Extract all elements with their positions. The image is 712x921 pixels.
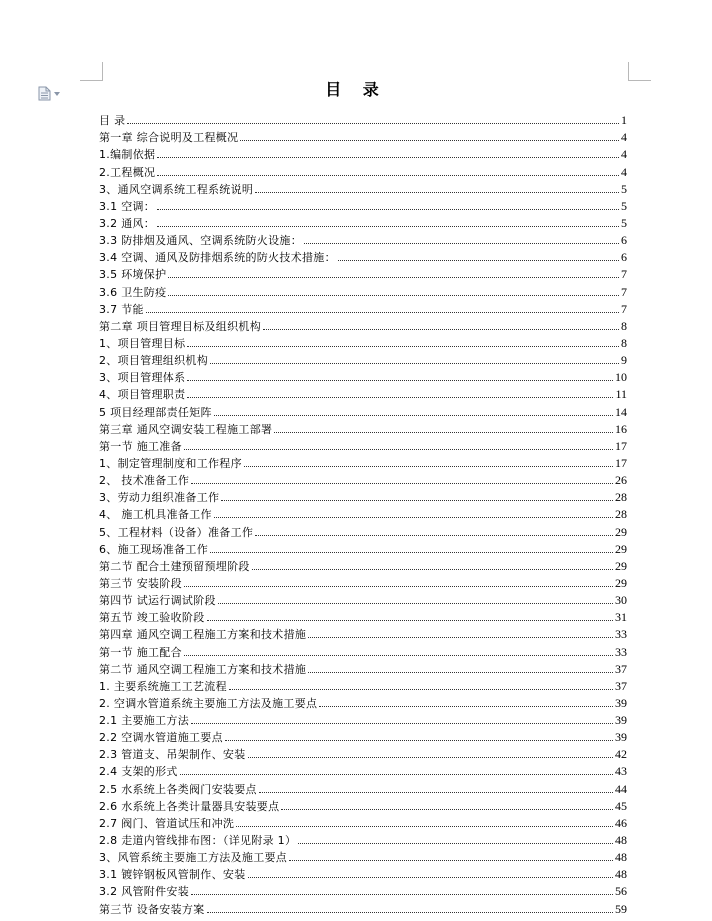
toc-entry[interactable] [99, 847, 627, 864]
toc-dot-leader [187, 397, 613, 398]
toc-entry-label: 3、通风空调系统工程系统说明 [99, 182, 254, 196]
toc-dot-leader [221, 500, 613, 501]
toc-entry-page-number: 59 [615, 901, 627, 916]
toc-entry[interactable] [99, 556, 627, 573]
toc-entry-page-number: 8 [621, 318, 627, 333]
toc-entry-label: 4、项目管理职责 [99, 388, 186, 402]
toc-dot-leader [191, 894, 613, 895]
toc-entry-page-number: 29 [615, 558, 627, 573]
toc-dot-leader [207, 620, 614, 621]
toc-entry-page-number: 6 [621, 250, 627, 265]
toc-entry[interactable] [99, 470, 627, 487]
toc-entry-label: 第三节 安装阶段 [99, 576, 182, 590]
toc-entry-label: 2、 技术准备工作 [99, 474, 190, 488]
toc-entry-label: 2.3 管道支、吊架制作、安装 [99, 748, 246, 762]
toc-entry-page-number: 39 [615, 695, 627, 710]
toc-dot-leader [157, 157, 619, 158]
toc-entry-label: 2.2 空调水管道施工要点 [99, 731, 223, 745]
toc-entry-label: 3、风管系统主要施工方法及施工要点 [99, 851, 288, 865]
toc-entry-label: 目 录 [99, 114, 126, 128]
toc-dot-leader [191, 483, 613, 484]
toc-entry[interactable] [99, 247, 627, 264]
toc-entry-label: 3.7 节能 [99, 302, 144, 316]
toc-entry-page-number: 39 [615, 713, 627, 728]
toc-dot-leader [240, 140, 619, 141]
toc-entry[interactable] [99, 401, 627, 418]
toc-entry-page-number: 48 [615, 833, 627, 848]
toc-dot-leader [207, 912, 614, 913]
toc-entry-label: 第四节 试运行调试阶段 [99, 594, 216, 608]
toc-dot-leader [218, 603, 613, 604]
toc-entry[interactable] [99, 607, 627, 624]
table-of-contents [99, 110, 627, 916]
toc-entry[interactable] [99, 436, 627, 453]
toc-dot-leader [259, 792, 613, 793]
toc-entry-label: 1. 主要系统施工工艺流程 [99, 679, 227, 693]
toc-entry[interactable] [99, 487, 627, 504]
toc-entry-label: 第二节 通风空调工程施工方案和技术措施 [99, 662, 307, 676]
toc-entry[interactable] [99, 230, 627, 247]
toc-entry-label: 6、施工现场准备工作 [99, 542, 208, 556]
toc-entry-page-number: 30 [615, 593, 627, 608]
toc-entry[interactable] [99, 127, 627, 144]
toc-entry-label: 1、项目管理目标 [99, 336, 186, 350]
toc-entry[interactable] [99, 761, 627, 778]
toc-entry[interactable] [99, 367, 627, 384]
toc-entry-page-number: 46 [615, 815, 627, 830]
toc-entry-page-number: 44 [615, 781, 627, 796]
toc-entry-label: 3.6 卫生防疫 [99, 285, 167, 299]
toc-entry-label: 4、 施工机具准备工作 [99, 508, 212, 522]
toc-entry-label: 第四章 通风空调工程施工方案和技术措施 [99, 628, 307, 642]
toc-entry-page-number: 39 [615, 730, 627, 745]
toc-entry[interactable] [99, 881, 627, 898]
toc-entry-page-number: 5 [621, 198, 627, 213]
toc-dot-leader [308, 637, 613, 638]
toc-entry-page-number: 7 [621, 267, 627, 282]
toc-dot-leader [184, 586, 613, 587]
toc-dot-leader [244, 466, 613, 467]
toc-entry[interactable] [99, 504, 627, 521]
toc-entry-page-number: 48 [615, 867, 627, 882]
toc-entry-page-number: 5 [621, 181, 627, 196]
toc-entry[interactable] [99, 281, 627, 298]
toc-entry[interactable] [99, 676, 627, 693]
toc-entry-page-number: 10 [615, 370, 627, 385]
toc-entry-label: 3.1 镀锌钢板风管制作、安装 [99, 868, 246, 882]
toc-entry-page-number: 48 [615, 850, 627, 865]
toc-entry[interactable] [99, 727, 627, 744]
toc-dot-leader [210, 552, 613, 553]
toc-entry[interactable] [99, 333, 627, 350]
toc-entry-label: 第五节 竣工验收阶段 [99, 611, 205, 625]
toc-dot-leader [225, 740, 613, 741]
toc-entry-label: 2.8 走道内管线排布图：（详见附录 1） [99, 834, 297, 848]
toc-title: 目 录 [325, 80, 387, 99]
toc-entry-page-number: 26 [615, 473, 627, 488]
toc-entry-page-number: 1 [621, 113, 627, 128]
toc-entry-page-number: 7 [621, 301, 627, 316]
toc-dot-leader [187, 346, 619, 347]
toc-entry[interactable] [99, 590, 627, 607]
toc-entry[interactable] [99, 196, 627, 213]
toc-dot-leader [168, 295, 619, 296]
toc-entry[interactable] [99, 144, 627, 161]
toc-entry-page-number: 7 [621, 284, 627, 299]
toc-entry[interactable] [99, 521, 627, 538]
toc-entry-label: 第三章 通风空调安装工程施工部署 [99, 422, 273, 436]
toc-entry[interactable] [99, 264, 627, 281]
toc-dot-leader [252, 569, 613, 570]
toc-entry-label: 2.5 水系统上各类阀门安装要点 [99, 782, 257, 796]
toc-entry-page-number: 56 [615, 884, 627, 899]
toc-entry[interactable] [99, 573, 627, 590]
toc-dot-leader [281, 809, 613, 810]
toc-entry-label: 3、项目管理体系 [99, 371, 186, 385]
toc-dot-leader [229, 689, 613, 690]
toc-entry-page-number: 4 [621, 164, 627, 179]
toc-entry-label: 2.工程概况 [99, 165, 156, 179]
toc-entry-label: 3.1 空调： [99, 199, 156, 213]
toc-entry[interactable] [99, 693, 627, 710]
toc-entry-page-number: 6 [621, 233, 627, 248]
toc-entry-label: 2. 空调水管道系统主要施工方法及施工要点 [99, 696, 318, 710]
toc-entry[interactable] [99, 898, 627, 915]
toc-entry-label: 3.4 空调、通风及防排烟系统的防火技术措施： [99, 251, 336, 265]
toc-dot-leader [180, 774, 613, 775]
toc-entry-page-number: 17 [615, 455, 627, 470]
toc-dot-leader [319, 706, 613, 707]
toc-entry-page-number: 11 [615, 387, 627, 402]
toc-entry-page-number: 29 [615, 541, 627, 556]
toc-entry-page-number: 16 [615, 421, 627, 436]
toc-dot-leader [168, 277, 619, 278]
toc-entry-page-number: 45 [615, 798, 627, 813]
toc-entry[interactable] [99, 419, 627, 436]
toc-entry-page-number: 14 [615, 404, 627, 419]
toc-dot-leader [157, 175, 619, 176]
toc-entry[interactable] [99, 710, 627, 727]
toc-dot-leader [157, 226, 619, 227]
toc-entry[interactable] [99, 778, 627, 795]
toc-entry[interactable] [99, 624, 627, 641]
toc-entry-page-number: 33 [615, 627, 627, 642]
toc-entry-label: 5、工程材料（设备）准备工作 [99, 525, 254, 539]
page-corner-mark-top-left [80, 62, 103, 81]
toc-entry-label: 2.7 阀门、管道试压和冲洗 [99, 816, 235, 830]
toc-dot-leader [184, 655, 613, 656]
toc-entry-page-number: 28 [615, 507, 627, 522]
toc-entry[interactable] [99, 384, 627, 401]
toc-entry[interactable] [99, 316, 627, 333]
toc-entry-label: 1、制定管理制度和工作程序 [99, 456, 242, 470]
toc-dot-leader [214, 415, 613, 416]
toc-dot-leader [214, 517, 613, 518]
toc-dot-leader [255, 535, 613, 536]
toc-entry-page-number: 37 [615, 661, 627, 676]
toc-entry-label: 2.4 支架的形式 [99, 765, 178, 779]
toc-entry-page-number: 42 [615, 747, 627, 762]
toc-dot-leader [191, 723, 613, 724]
toc-entry[interactable] [99, 864, 627, 881]
toc-entry-label: 第二章 项目管理目标及组织机构 [99, 319, 261, 333]
toc-entry-label: 2.6 水系统上各类计量器具安装要点 [99, 799, 280, 813]
toc-dot-leader [210, 363, 619, 364]
toc-entry[interactable] [99, 161, 627, 178]
toc-dot-leader [298, 843, 613, 844]
toc-entry-page-number: 4 [621, 130, 627, 145]
toc-entry[interactable] [99, 453, 627, 470]
toc-entry-page-number: 29 [615, 524, 627, 539]
toc-entry-label: 第一章 综合说明及工程概况 [99, 131, 239, 145]
toc-entry[interactable] [99, 179, 627, 196]
toc-entry[interactable] [99, 213, 627, 230]
toc-entry-label: 3、劳动力组织准备工作 [99, 491, 220, 505]
toc-entry-page-number: 28 [615, 490, 627, 505]
toc-entry-page-number: 5 [621, 215, 627, 230]
toc-entry-label: 3.3 防排烟及通风、空调系统防火设施： [99, 234, 302, 248]
toc-entry-page-number: 4 [621, 147, 627, 162]
toc-dot-leader [184, 449, 613, 450]
toc-dot-leader [255, 192, 619, 193]
toc-dot-leader [187, 380, 613, 381]
toc-entry-page-number: 43 [615, 764, 627, 779]
toc-entry[interactable] [99, 299, 627, 316]
toc-dot-leader [248, 877, 614, 878]
toc-dot-leader [338, 260, 619, 261]
toc-entry-label: 3.2 通风： [99, 216, 156, 230]
toc-entry-label: 2.1 主要施工方法 [99, 714, 189, 728]
toc-entry-label: 第一节 施工准备 [99, 439, 182, 453]
toc-entry[interactable] [99, 744, 627, 761]
toc-dot-leader [308, 672, 613, 673]
toc-dot-leader [248, 757, 614, 758]
toc-entry[interactable] [99, 830, 627, 847]
toc-entry-label: 2、项目管理组织机构 [99, 354, 208, 368]
toc-entry-label: 第一节 施工配合 [99, 645, 182, 659]
toc-entry[interactable] [99, 350, 627, 367]
toc-dot-leader [157, 209, 619, 210]
toc-entry[interactable] [99, 659, 627, 676]
toc-dot-leader [274, 432, 613, 433]
toc-entry[interactable] [99, 796, 627, 813]
toc-entry-label: 3.5 环境保护 [99, 268, 167, 282]
toc-dot-leader [127, 123, 619, 124]
toc-dot-leader [146, 312, 619, 313]
toc-entry-page-number: 9 [621, 353, 627, 368]
toc-dot-leader [289, 860, 613, 861]
toc-entry-page-number: 29 [615, 575, 627, 590]
toc-entry-label: 5 项目经理部责任矩阵 [99, 405, 212, 419]
toc-entry[interactable] [99, 813, 627, 830]
page-corner-mark-top-right [628, 62, 651, 81]
toc-entry-page-number: 37 [615, 678, 627, 693]
toc-entry-label: 第三节 设备安装方案 [99, 902, 205, 916]
toc-entry-page-number: 31 [615, 610, 627, 625]
toc-entry-page-number: 17 [615, 438, 627, 453]
toc-dot-leader [304, 243, 619, 244]
toc-dot-leader [263, 329, 619, 330]
toc-entry-page-number: 8 [621, 335, 627, 350]
toc-entry-label: 第二节 配合土建预留预埋阶段 [99, 559, 250, 573]
toc-entry[interactable] [99, 110, 627, 127]
toc-entry-label: 3.2 风管附件安装 [99, 885, 189, 899]
toc-entry[interactable] [99, 641, 627, 658]
toc-entry[interactable] [99, 539, 627, 556]
toc-entry-page-number: 33 [615, 644, 627, 659]
toc-entry-label: 1.编制依据 [99, 148, 156, 162]
toc-dot-leader [236, 826, 613, 827]
